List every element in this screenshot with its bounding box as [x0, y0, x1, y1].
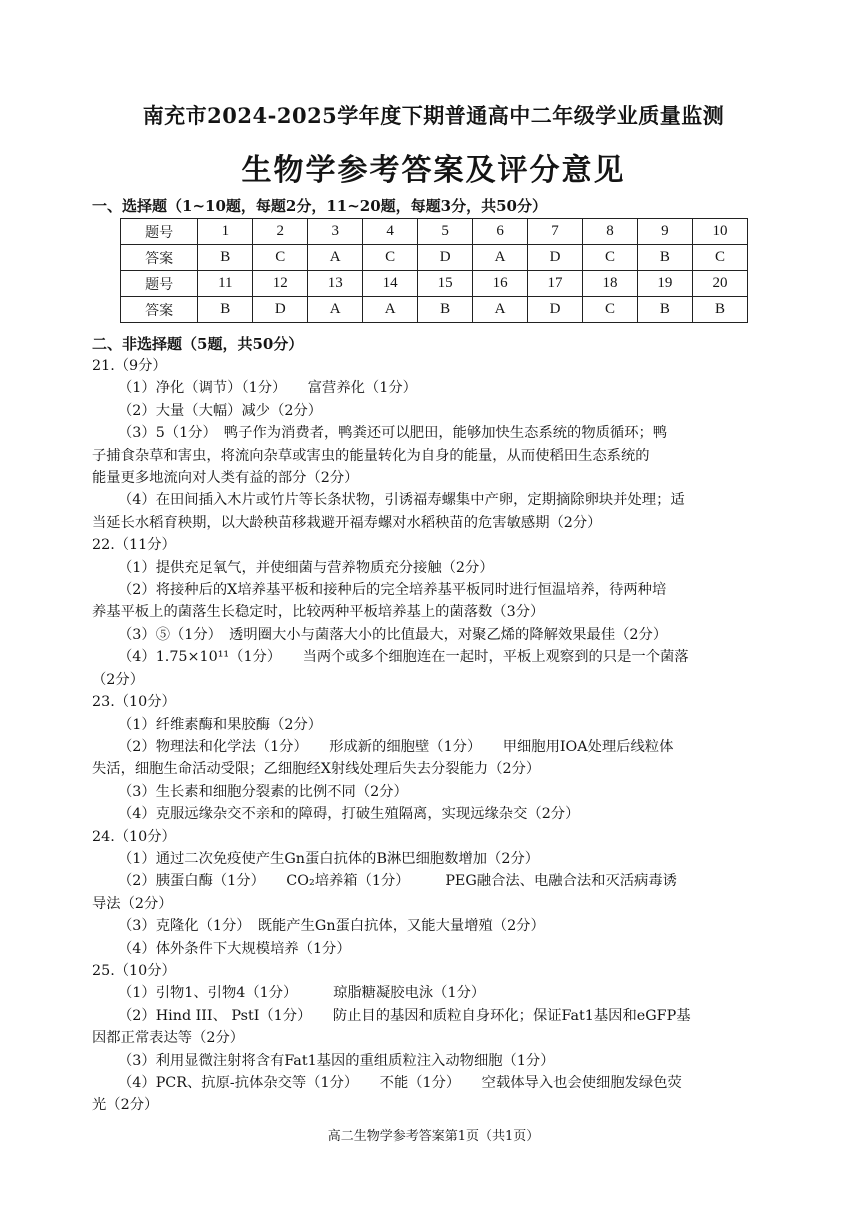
answer-line: （3）生长素和细胞分裂素的比例不同（2分） — [118, 783, 408, 800]
table-cell: B — [637, 297, 692, 323]
table-cell: C — [363, 245, 418, 271]
answer-line: （3）利用显微注射将含有Fat1基因的重组质粒注入动物细胞（1分） — [118, 1052, 555, 1069]
table-cell: 8 — [583, 219, 638, 245]
table-cell: 17 — [528, 271, 583, 297]
table-cell: 4 — [363, 219, 418, 245]
table-cell: 18 — [583, 271, 638, 297]
row-label: 题号 — [121, 271, 198, 297]
table-cell: 12 — [253, 271, 308, 297]
multiple-choice-answer-table — [120, 218, 748, 323]
table-row-numbers-2 — [121, 271, 748, 297]
exam-title: 南充市2024-2025学年度下期普通高中二年级学业质量监测 — [142, 103, 725, 128]
table-cell: 9 — [637, 219, 692, 245]
answer-line: （2）大量（大幅）减少（2分） — [118, 402, 323, 419]
answer-line: （1）净化（调节）（1分） 富营养化（1分） — [118, 380, 417, 397]
table-cell: A — [308, 245, 363, 271]
table-cell: 16 — [473, 271, 528, 297]
table-cell: 13 — [308, 271, 363, 297]
table-cell: D — [418, 245, 473, 271]
table-cell: D — [528, 245, 583, 271]
answer-line: 导法（2分） — [92, 895, 173, 912]
table-cell: B — [637, 245, 692, 271]
table-cell: 14 — [363, 271, 418, 297]
answer-line: 失活，细胞生命活动受限；乙细胞经X射线处理后失去分裂能力（2分） — [92, 761, 541, 778]
table-cell: 11 — [198, 271, 253, 297]
section2-heading: 二、非选择题（5题，共50分） — [92, 335, 304, 353]
answer-line: （2）将接种后的X培养基平板和接种后的完全培养基平板同时进行恒温培养，待两种培 — [118, 582, 667, 599]
answer-line: 因都正常表达等（2分） — [92, 1030, 245, 1047]
question-heading: 25.（10分） — [92, 962, 176, 979]
table-cell: 2 — [253, 219, 308, 245]
answer-line: （4）PCR、抗原-抗体杂交等（1分） 不能（1分） 空载体导入也会使细胞发绿色荧 — [118, 1075, 682, 1091]
answer-line: 当延长水稻育秧期，以大龄秧苗移栽避开福寿螺对水稻秧苗的危害敏感期（2分） — [92, 514, 602, 531]
table-cell: 19 — [637, 271, 692, 297]
answer-line: （3）5（1分） 鸭子作为消费者，鸭粪还可以肥田，能够加快生态系统的物质循环；鸭 — [118, 425, 668, 442]
answer-line: （4）在田间插入木片或竹片等长条状物，引诱福寿螺集中产卵，定期摘除卵块并处理；适 — [118, 492, 685, 509]
question-heading: 22.（11分） — [92, 537, 176, 554]
answer-line: （3）⑤（1分） 透明圈大小与菌落大小的比值最大，对聚乙烯的降解效果最佳（2分） — [118, 626, 668, 643]
table-cell: C — [253, 245, 308, 271]
question-heading: 21.（9分） — [92, 358, 167, 374]
table-cell: D — [528, 297, 583, 323]
table-cell: 10 — [692, 219, 747, 245]
table-row-answers-2 — [121, 297, 748, 323]
answer-line: （4）克服远缘杂交不亲和的障碍，打破生殖隔离，实现远缘杂交（2分） — [118, 806, 580, 823]
answer-line: （2分） — [92, 671, 144, 688]
table-cell: C — [583, 245, 638, 271]
table-cell: A — [473, 245, 528, 271]
question-heading: 23.（10分） — [92, 694, 176, 711]
table-cell: B — [198, 245, 253, 271]
table-cell: 15 — [418, 271, 473, 297]
answer-line: （3）克隆化（1分） 既能产生Gn蛋白抗体，又能大量增殖（2分） — [118, 918, 545, 935]
table-cell: B — [692, 297, 747, 323]
answer-line: （1）提供充足氧气，并使细菌与营养物质充分接触（2分） — [118, 559, 494, 576]
table-cell: 3 — [308, 219, 363, 245]
table-cell: C — [692, 245, 747, 271]
section2-answers — [92, 355, 782, 1117]
answer-line: 光（2分） — [92, 1097, 159, 1114]
table-cell: 7 — [528, 219, 583, 245]
table-cell: 6 — [473, 219, 528, 245]
table-cell: D — [253, 297, 308, 323]
answer-line: （1）纤维素酶和果胶酶（2分） — [118, 716, 323, 733]
answer-line: （2）胰蛋白酶（1分） CO₂培养箱（1分） PEG融合法、电融合法和灭活病毒诱 — [118, 873, 677, 890]
answer-line: （2）Hind III、 PstI（1分） 防止目的基因和质粒自身环化；保证Fat1基因和eGFP基 — [118, 1007, 691, 1024]
page-footer: 高二生物学参考答案第1页（共1页） — [327, 1129, 540, 1144]
document-subtitle: 生物学参考答案及评分意见 — [241, 153, 626, 188]
table-cell: 1 — [198, 219, 253, 245]
table-cell: B — [418, 297, 473, 323]
table-cell: 20 — [692, 271, 747, 297]
answer-line: （4）1.75×10¹¹（1分） 当两个或多个细胞连在一起时，平板上观察到的只是一个菌落 — [118, 649, 689, 666]
table-row-numbers-1 — [121, 219, 748, 245]
section1-heading: 一、选择题（1~10题，每题2分，11~20题，每题3分，共50分） — [92, 197, 547, 215]
table-cell: 5 — [418, 219, 473, 245]
table-cell: A — [473, 297, 528, 323]
answer-line: 能量更多地流向对人类有益的部分（2分） — [92, 470, 359, 487]
table-cell: B — [198, 297, 253, 323]
answer-line: 养基平板上的菌落生长稳定时，比较两种平板培养基上的菌落数（3分） — [92, 604, 545, 621]
table-cell: A — [308, 297, 363, 323]
question-heading: 24.（10分） — [92, 828, 176, 845]
table-cell: C — [583, 297, 638, 323]
row-label: 答案 — [121, 297, 198, 323]
answer-line: （4）体外条件下大规模培养（1分） — [118, 940, 351, 957]
row-label: 题号 — [121, 219, 198, 245]
table-row-answers-1 — [121, 245, 748, 271]
answer-line: （1）通过二次免疫使产生Gn蛋白抗体的B淋巴细胞数增加（2分） — [118, 850, 540, 867]
answer-line: （2）物理法和化学法（1分） 形成新的细胞壁（1分） 甲细胞用IOA处理后线粒体 — [118, 738, 674, 755]
answer-line: （1）引物1、引物4（1分） 琼脂糖凝胶电泳（1分） — [118, 985, 486, 1002]
table-cell: A — [363, 297, 418, 323]
row-label: 答案 — [121, 245, 198, 271]
answer-line: 子捕食杂草和害虫，将流向杂草或害虫的能量转化为自身的能量，从而使稻田生态系统的 — [92, 447, 650, 464]
